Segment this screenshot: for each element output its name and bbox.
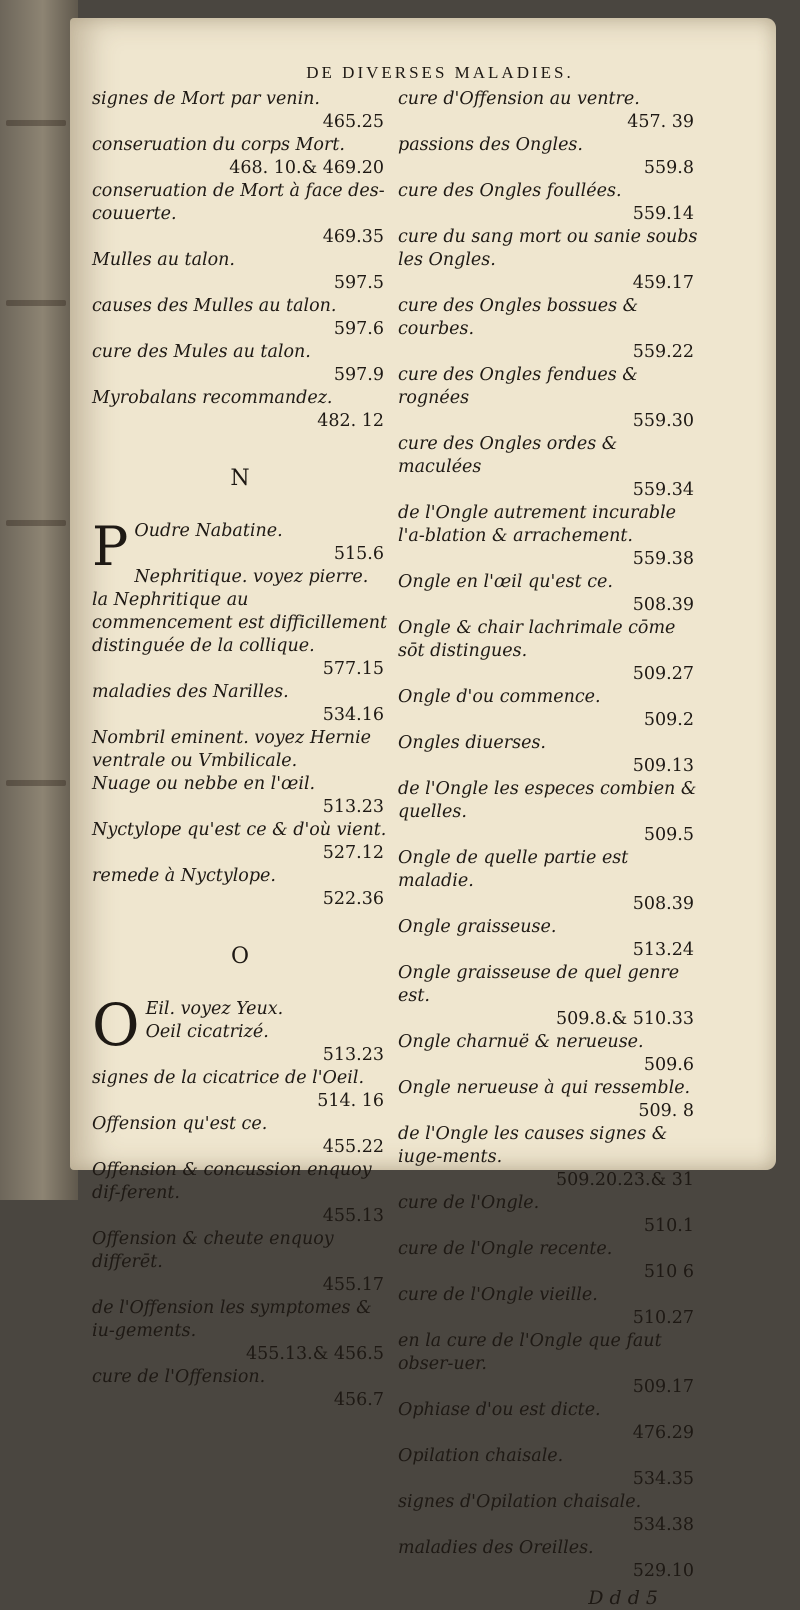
entry-text: conseruation de Mort à face des-couuerte.: [92, 181, 385, 224]
entry-ref: 522.36: [322, 889, 384, 909]
entry-ref: 559.14: [632, 204, 694, 224]
entry-ref: 514. 16: [317, 1091, 384, 1111]
entry-text: cure de l'Ongle.: [398, 1193, 540, 1213]
index-entry: [92, 1228, 388, 1297]
entry-text: cure de l'Ongle recente.: [398, 1239, 613, 1259]
bleed-through-mark: [6, 120, 66, 126]
entry-text: en la cure de l'Ongle que faut obser-uer.: [398, 1331, 662, 1374]
entry-ref: 482. 12: [317, 411, 384, 431]
entry-ref: 459.17: [632, 273, 694, 293]
entry-text: maladies des Oreilles.: [398, 1538, 594, 1558]
right-column: [398, 88, 698, 1610]
index-entry: [92, 865, 388, 911]
entry-text: la Nephritique au commencement est difficillement distinguée de la collique.: [92, 590, 388, 656]
signature-mark: D d d 5: [588, 1587, 658, 1609]
drop-cap: O: [92, 991, 140, 1059]
index-entry: [398, 916, 698, 962]
bleed-through-mark: [6, 300, 66, 306]
entry-ref: 509.8.& 510.33: [555, 1009, 694, 1029]
index-entry: [398, 364, 698, 433]
book-page: [70, 18, 776, 1609]
entry-ref: 513.23: [322, 1045, 384, 1065]
entry-text: cure des Ongles bossues & courbes.: [398, 296, 639, 339]
entry-ref: 559.22: [632, 342, 694, 362]
left-entries: [92, 88, 388, 433]
entry-ref: 559.38: [632, 549, 694, 569]
entry-text: remede à Nyctylope.: [92, 866, 276, 886]
entry-ref: 457. 39: [627, 112, 694, 132]
entry-ref: 456.7: [333, 1390, 384, 1410]
index-entry: [92, 819, 388, 865]
entry-text: de l'Offension les symptomes & iu-gements.: [92, 1298, 372, 1341]
index-entry: [398, 847, 698, 916]
entry-text: Ongle en l'œil qu'est ce.: [398, 572, 613, 592]
entry-text: Eil. voyez Yeux.: [145, 999, 284, 1019]
index-entry: [398, 1031, 698, 1077]
entry-text: Nuage ou nebbe en l'œil.: [92, 774, 316, 794]
index-entry: [92, 1366, 388, 1412]
index-entry: [398, 1445, 698, 1491]
index-entry: [398, 1284, 698, 1330]
entry-ref: 455.13.& 456.5: [245, 1344, 384, 1364]
entry-ref: 534.16: [322, 705, 384, 725]
entry-ref: 527.12: [322, 843, 384, 863]
right-entries: [398, 88, 698, 1583]
entry-ref: 513.24: [632, 940, 694, 960]
index-entry: [92, 727, 388, 773]
index-entry: [92, 681, 388, 727]
running-head: DE DIVERSES MALADIES.: [306, 63, 574, 82]
entry-text: de l'Ongle les especes combien & quelles.: [398, 779, 697, 822]
index-entry: [398, 295, 698, 364]
entry-ref: 509.13: [632, 756, 694, 776]
entry-text: Ongle graisseuse.: [398, 917, 557, 937]
entry-text: conseruation du corps Mort.: [92, 135, 345, 155]
entry-text: causes des Mulles au talon.: [92, 296, 337, 316]
entry-ref: 509.6: [643, 1055, 694, 1075]
entry-ref: 510.1: [643, 1216, 694, 1236]
index-entry: [398, 1491, 698, 1537]
index-entry: [398, 732, 698, 778]
entry-text: Oeil cicatrizé.: [145, 1022, 269, 1042]
index-entry: [92, 1297, 388, 1366]
entry-text: cure du sang mort ou sanie soubs les Ongles.: [398, 227, 698, 270]
bleed-through-mark: [6, 520, 66, 526]
entry-text: cure d'Offension au ventre.: [398, 89, 640, 109]
left-column: [92, 88, 388, 1412]
entry-ref: 468. 10.& 469.20: [229, 158, 384, 178]
index-entry: [92, 249, 388, 295]
entry-text: passions des Ongles.: [398, 135, 583, 155]
index-entry: [92, 295, 388, 341]
entry-text: Myrobalans recommandez.: [92, 388, 333, 408]
entry-ref: 534.35: [632, 1469, 694, 1489]
index-entry: [92, 180, 388, 249]
entry-ref: 509.2: [643, 710, 694, 730]
entry-text: cure des Ongles foullées.: [398, 181, 622, 201]
entry-text: Ongle de quelle partie est maladie.: [398, 848, 629, 891]
entry-ref: 534.38: [632, 1515, 694, 1535]
entry-text: de l'Ongle les causes signes & iuge-ments.: [398, 1124, 668, 1167]
entry-text: signes d'Opilation chaisale.: [398, 1492, 642, 1512]
index-entry: [398, 1192, 698, 1238]
entry-text: Offension & concussion enquoy dif-ferent.: [92, 1160, 372, 1203]
entry-ref: 559.34: [632, 480, 694, 500]
entry-text: Ongle nerueuse à qui ressemble.: [398, 1078, 691, 1098]
entry-ref: 529.10: [632, 1561, 694, 1581]
index-entry: [92, 1159, 388, 1228]
entry-text: Opilation chaisale.: [398, 1446, 564, 1466]
entry-ref: 476.29: [632, 1423, 694, 1443]
entry-text: cure des Ongles fendues & rognées: [398, 365, 638, 408]
entry-ref: 469.35: [322, 227, 384, 247]
entry-ref: 597.9: [333, 365, 384, 385]
previous-page-edge: [0, 0, 78, 1200]
index-entry: [92, 566, 388, 589]
entry-ref: 509.20.23.& 31: [555, 1170, 694, 1190]
index-entry: [398, 686, 698, 732]
index-entry: [398, 1537, 698, 1583]
entry-text: maladies des Narilles.: [92, 682, 289, 702]
index-entry: [92, 1021, 388, 1067]
index-entry: [92, 134, 388, 180]
entry-ref: 455.17: [322, 1275, 384, 1295]
entry-ref: 513.23: [322, 797, 384, 817]
entry-ref: 509.17: [632, 1377, 694, 1397]
index-entry: [398, 1330, 698, 1399]
o-entries: [92, 1021, 388, 1412]
index-entry: [92, 773, 388, 819]
entry-text: cure des Ongles ordes & maculées: [398, 434, 618, 477]
entry-ref: 510.27: [632, 1308, 694, 1328]
entry-ref: 509. 8: [638, 1101, 694, 1121]
entry-ref: 559.30: [632, 411, 694, 431]
entry-ref: 577.15: [322, 659, 384, 679]
drop-cap: P: [92, 515, 129, 578]
entry-ref: 465.25: [322, 112, 384, 132]
entry-text: de l'Ongle autrement incurable l'a-blation & arrachement.: [398, 503, 677, 546]
entry-ref: 508.39: [632, 595, 694, 615]
entry-text: Mulles au talon.: [92, 250, 235, 270]
entry-text: signes de Mort par venin.: [92, 89, 320, 109]
entry-text: Ophiase d'ou est dicte.: [398, 1400, 601, 1420]
entry-text: Ongle graisseuse de quel genre est.: [398, 963, 680, 1006]
index-entry: [398, 1077, 698, 1123]
entry-ref: 455.22: [322, 1137, 384, 1157]
entry-ref: 559.8: [643, 158, 694, 178]
bleed-through-mark: [6, 780, 66, 786]
index-entry: [398, 1399, 698, 1445]
section-letter-n: N: [230, 466, 250, 491]
index-entry: [398, 962, 698, 1031]
n-entries: [92, 566, 388, 911]
index-entry: [92, 1113, 388, 1159]
entry-text: Offension qu'est ce.: [92, 1114, 268, 1134]
entry-ref: 508.39: [632, 894, 694, 914]
entry-text: Offension & cheute enquoy differēt.: [92, 1229, 334, 1272]
entry-ref: 509.27: [632, 664, 694, 684]
index-entry: [92, 341, 388, 387]
entry-text: Nombril eminent. voyez Hernie ventrale ou Vmbilicale.: [92, 728, 372, 771]
index-entry: [92, 589, 388, 681]
index-entry: [398, 617, 698, 686]
entry-text: Ongle charnuë & nerueuse.: [398, 1032, 644, 1052]
index-entry: [92, 1067, 388, 1113]
index-entry: [92, 88, 388, 134]
index-entry: [398, 1238, 698, 1284]
entry-ref: 510 6: [643, 1262, 694, 1282]
entry-text: Ongle & chair lachrimale cōme sōt distingues.: [398, 618, 676, 661]
entry-ref: 597.6: [333, 319, 384, 339]
index-entry: [398, 502, 698, 571]
index-entry: [398, 226, 698, 295]
entry-text: Oudre Nabatine.: [134, 521, 283, 541]
entry-text: Ongles diuerses.: [398, 733, 546, 753]
entry-text: cure de l'Ongle vieille.: [398, 1285, 598, 1305]
index-entry: [398, 88, 698, 134]
index-entry: [398, 1123, 698, 1192]
section-letter-o: O: [230, 944, 250, 969]
entry-ref: 515.6: [333, 544, 384, 564]
entry-ref: 455.13: [322, 1206, 384, 1226]
index-entry: [398, 778, 698, 847]
entry-text: Nyctylope qu'est ce & d'où vient.: [92, 820, 387, 840]
entry-ref: 597.5: [333, 273, 384, 293]
index-entry: [398, 134, 698, 180]
entry-text: cure de l'Offension.: [92, 1367, 266, 1387]
entry-text: signes de la cicatrice de l'Oeil.: [92, 1068, 365, 1088]
index-entry: [398, 180, 698, 226]
index-entry: [398, 571, 698, 617]
entry-text: Nephritique. voyez pierre.: [134, 567, 369, 587]
index-entry: [398, 433, 698, 502]
entry-text: cure des Mules au talon.: [92, 342, 311, 362]
entry-text: Ongle d'ou commence.: [398, 687, 601, 707]
entry-ref: 509.5: [643, 825, 694, 845]
index-entry: [92, 387, 388, 433]
